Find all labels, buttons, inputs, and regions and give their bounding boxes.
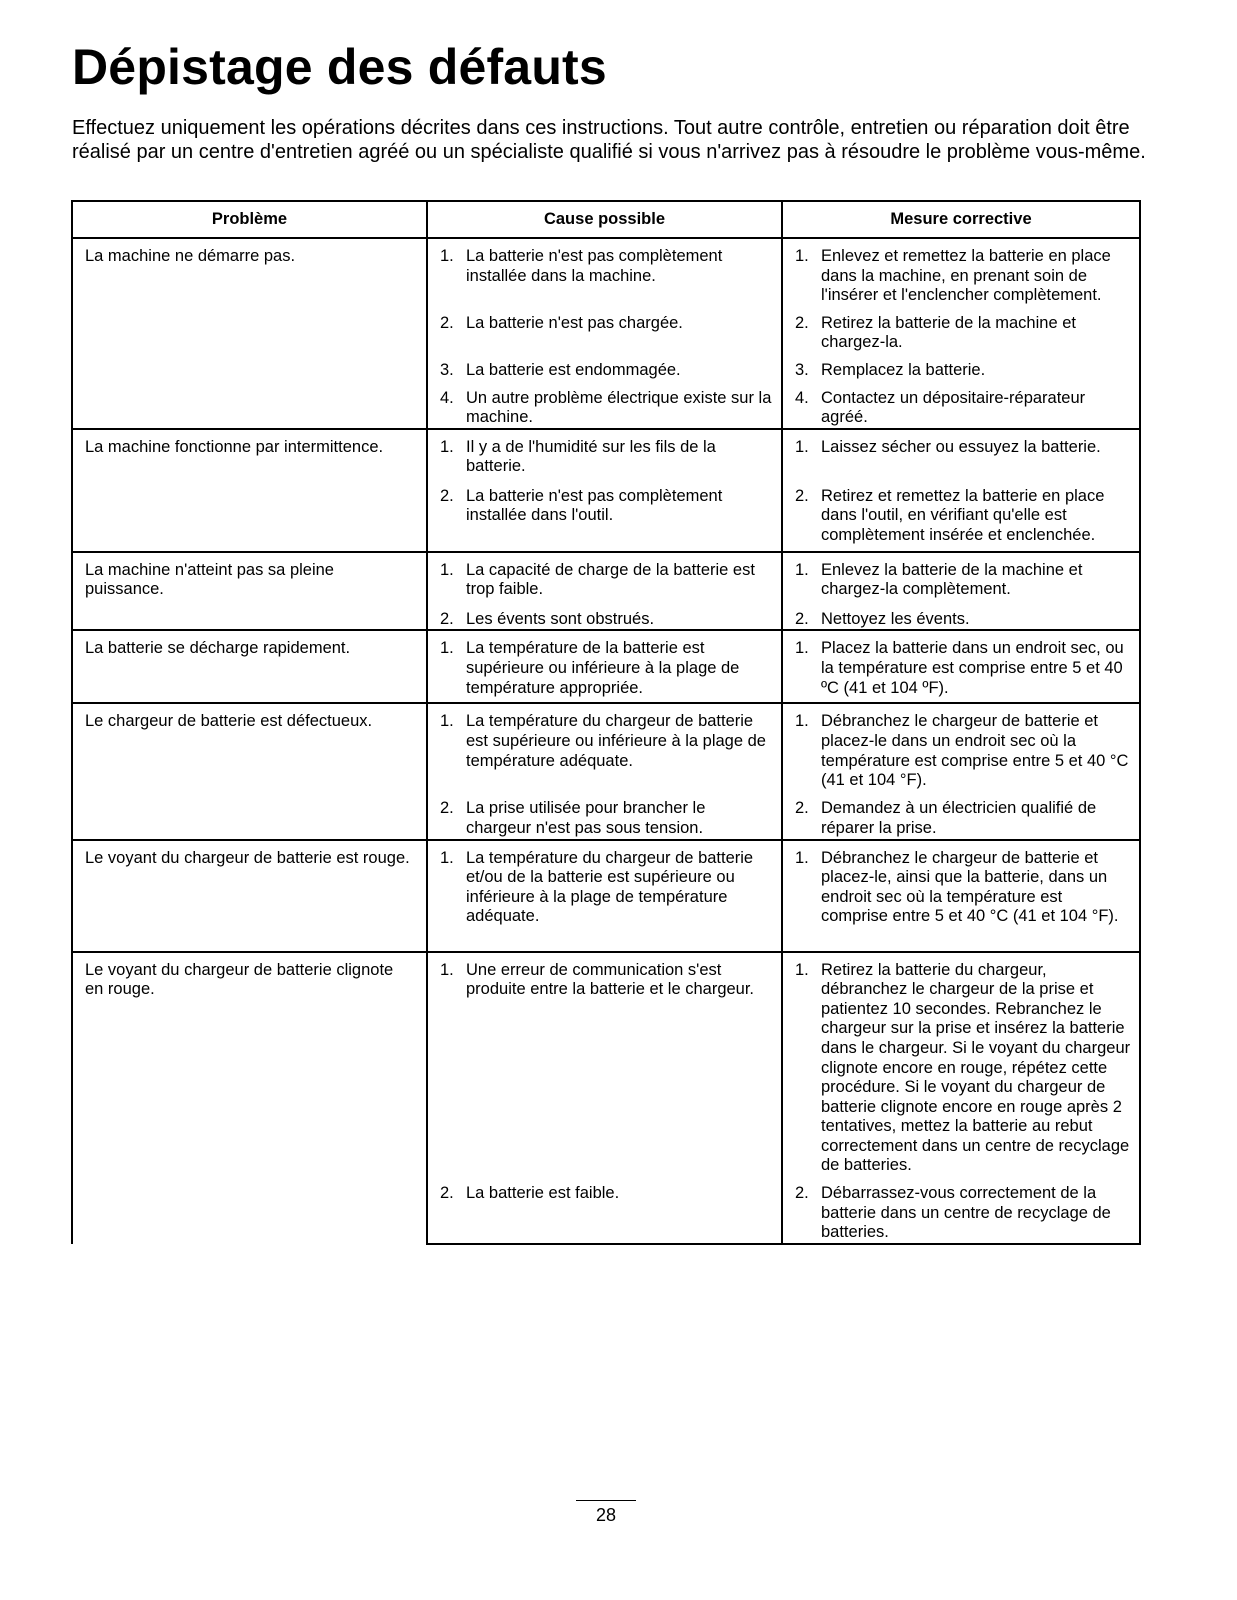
cause-cell <box>427 703 782 791</box>
item-number: 3. <box>440 360 454 379</box>
cause-text: La batterie n'est pas complètement installée dans l'outil. <box>466 486 723 525</box>
item-number: 1. <box>440 639 454 658</box>
intro-paragraph: Effectuez uniquement les opérations décrites dans ces instructions. Tout autre contrôle, entretien ou réparation doit être réalisé par un centre d'entretien agréé ou un spécialiste qualifié si vous n'arrivez pas à résoudre le problème vous-même. <box>72 117 1146 163</box>
cause-cell <box>427 381 782 429</box>
list-item <box>783 639 1139 698</box>
item-number: 1. <box>440 960 454 979</box>
item-number: 3. <box>795 360 809 379</box>
table-body <box>72 238 1140 1244</box>
problem-cell: Le chargeur de batterie est défectueux. <box>72 703 427 839</box>
list-item <box>428 389 781 428</box>
cause-text: La batterie est endommagée. <box>466 360 681 379</box>
item-number: 4. <box>795 388 809 407</box>
table-row <box>72 630 1140 703</box>
header-cause: Cause possible <box>427 201 782 238</box>
problem-cell: La batterie se décharge rapidement. <box>72 630 427 703</box>
list-item <box>783 389 1139 428</box>
list-item <box>428 1184 781 1204</box>
cause-cell <box>427 238 782 306</box>
troubleshooting-table <box>71 200 1141 1245</box>
table-header-row <box>72 201 1140 238</box>
cause-cell <box>427 630 782 703</box>
cause-cell <box>427 429 782 479</box>
remedy-text: Laissez sécher ou essuyez la batterie. <box>821 437 1101 456</box>
cause-text: Une erreur de communication s'est produite entre la batterie et le chargeur. <box>466 960 755 999</box>
list-item <box>783 849 1139 927</box>
remedy-cell <box>782 791 1140 839</box>
remedy-text: Retirez la batterie du chargeur, débranchez le chargeur de la prise et patientez 10 secondes. Rebranchez le chargeur sur la prise et insérez la batterie dans le chargeur. Si le voyant du chargeur clignote encore en rouge, répétez cette procédure. Si le voyant du chargeur de batterie clignote encore en rouge après 2 tentatives, mettez la batterie au rebut correctement dans un centre de recyclage de batteries. <box>821 960 1131 1175</box>
item-number: 2. <box>795 609 809 628</box>
remedy-text: Débarrassez-vous correctement de la batterie dans un centre de recyclage de batteries. <box>821 1184 1111 1242</box>
remedy-cell <box>782 353 1140 381</box>
remedy-cell <box>782 479 1140 552</box>
problem-cell: Le voyant du chargeur de batterie clignote en rouge. <box>72 952 427 1245</box>
item-number: 1. <box>795 848 809 867</box>
list-item <box>428 487 781 526</box>
remedy-cell <box>782 1176 1140 1244</box>
list-item <box>783 1184 1139 1243</box>
remedy-cell <box>782 840 1140 952</box>
item-number: 1. <box>440 560 454 579</box>
cause-cell <box>427 479 782 552</box>
remedy-text: Retirez la batterie de la machine et chargez-la. <box>821 313 1076 352</box>
problem-cell: Le voyant du chargeur de batterie est rouge. <box>72 840 427 952</box>
remedy-text: Placez la batterie dans un endroit sec, ou la température est comprise entre 5 et 40 ºC (41 et 104 ºF). <box>821 639 1124 697</box>
list-item <box>783 561 1139 600</box>
remedy-cell <box>782 429 1140 479</box>
item-number: 1. <box>795 437 809 456</box>
remedy-text: Retirez et remettez la batterie en place dans l'outil, en vérifiant qu'elle est complètement insérée et enclenchée. <box>821 486 1105 544</box>
cause-text: Il y a de l'humidité sur les fils de la batterie. <box>466 437 716 476</box>
item-number: 1. <box>795 560 809 579</box>
cause-cell <box>427 952 782 1177</box>
list-item <box>783 799 1139 838</box>
remedy-text: Enlevez la batterie de la machine et chargez-la complètement. <box>821 560 1083 599</box>
table-row <box>72 703 1140 791</box>
cause-text: Les évents sont obstrués. <box>466 609 655 628</box>
list-item <box>428 361 781 381</box>
remedy-text: Demandez à un électricien qualifié de réparer la prise. <box>821 799 1097 837</box>
item-number: 1. <box>440 247 454 265</box>
cause-text: La température de la batterie est supérieure ou inférieure à la plage de température appropriée. <box>466 639 740 697</box>
list-item <box>428 314 781 334</box>
list-item <box>428 438 781 477</box>
remedy-cell <box>782 602 1140 631</box>
item-number: 1. <box>795 639 809 658</box>
item-number: 4. <box>440 388 454 407</box>
cause-text: La capacité de charge de la batterie est trop faible. <box>466 560 755 599</box>
list-item <box>783 438 1139 458</box>
remedy-text: Remplacez la batterie. <box>821 360 986 379</box>
remedy-text: Enlevez et remettez la batterie en place dans la machine, en prenant soin de l'insérer et l'enclencher complètement. <box>821 247 1111 305</box>
cause-text: La température du chargeur de batterie est supérieure ou inférieure à la plage de température adéquate. <box>466 712 766 770</box>
remedy-text: Débranchez le chargeur de batterie et placez-le, ainsi que la batterie, dans un endroit sec où la température est comprise entre 5 et 40 °C (41 et 104 °F). <box>821 848 1119 926</box>
remedy-cell <box>782 381 1140 429</box>
remedy-text: Débranchez le chargeur de batterie et placez-le dans un endroit sec où la température est comprise entre 5 et 40 °C (41 et 104 °F). <box>821 712 1129 790</box>
list-item <box>428 799 781 838</box>
item-number: 2. <box>440 313 454 332</box>
item-number: 1. <box>795 712 809 731</box>
list-item <box>783 361 1139 381</box>
remedy-text: Contactez un dépositaire-réparateur agréé. <box>821 388 1086 427</box>
list-item <box>783 712 1139 790</box>
list-item <box>428 610 781 630</box>
problem-cell: La machine ne démarre pas. <box>72 238 427 429</box>
list-item <box>428 561 781 600</box>
cause-cell <box>427 791 782 839</box>
item-number: 1. <box>795 960 809 979</box>
item-number: 1. <box>795 247 809 265</box>
cause-text: La température du chargeur de batterie et/ou de la batterie est supérieure ou inférieure à la plage de température adéquate. <box>466 848 754 926</box>
list-item <box>428 712 781 771</box>
table-row <box>72 552 1140 602</box>
list-item <box>783 314 1139 353</box>
list-item <box>428 961 781 1000</box>
remedy-text: Nettoyez les évents. <box>821 609 970 628</box>
list-item <box>783 961 1139 1177</box>
remedy-cell <box>782 703 1140 791</box>
list-item <box>783 487 1139 546</box>
item-number: 1. <box>440 437 454 456</box>
item-number: 2. <box>440 486 454 505</box>
list-item <box>783 610 1139 630</box>
problem-cell: La machine n'atteint pas sa pleine puissance. <box>72 552 427 631</box>
cause-cell <box>427 552 782 602</box>
cause-cell <box>427 602 782 631</box>
table-row <box>72 238 1140 306</box>
item-number: 2. <box>795 313 809 332</box>
item-number: 1. <box>440 712 454 731</box>
list-item <box>428 247 781 286</box>
item-number: 2. <box>795 1184 809 1203</box>
page-title: Dépistage des défauts <box>72 39 607 95</box>
table-row <box>72 840 1140 952</box>
header-problem: Problème <box>72 201 427 238</box>
table-row <box>72 952 1140 1177</box>
item-number: 2. <box>795 486 809 505</box>
item-number: 2. <box>440 1184 454 1203</box>
cause-cell <box>427 353 782 381</box>
remedy-cell <box>782 630 1140 703</box>
remedy-cell <box>782 238 1140 306</box>
remedy-cell <box>782 952 1140 1177</box>
item-number: 2. <box>440 609 454 628</box>
cause-cell <box>427 840 782 952</box>
table-row <box>72 429 1140 479</box>
cause-cell <box>427 306 782 353</box>
list-item <box>428 639 781 698</box>
cause-text: Un autre problème électrique existe sur la machine. <box>466 388 772 427</box>
remedy-cell <box>782 306 1140 353</box>
cause-text: La prise utilisée pour brancher le chargeur n'est pas sous tension. <box>466 799 706 837</box>
list-item <box>428 849 781 927</box>
item-number: 2. <box>795 799 809 818</box>
remedy-cell <box>782 552 1140 602</box>
cause-cell <box>427 1176 782 1244</box>
cause-text: La batterie n'est pas complètement installée dans la machine. <box>466 247 723 285</box>
item-number: 1. <box>440 848 454 867</box>
page-number: 28 <box>576 1500 636 1526</box>
header-remedy: Mesure corrective <box>782 201 1140 238</box>
item-number: 2. <box>440 799 454 818</box>
cause-text: La batterie n'est pas chargée. <box>466 313 683 332</box>
cause-text: La batterie est faible. <box>466 1184 620 1203</box>
problem-cell: La machine fonctionne par intermittence. <box>72 429 427 552</box>
list-item <box>783 247 1139 306</box>
